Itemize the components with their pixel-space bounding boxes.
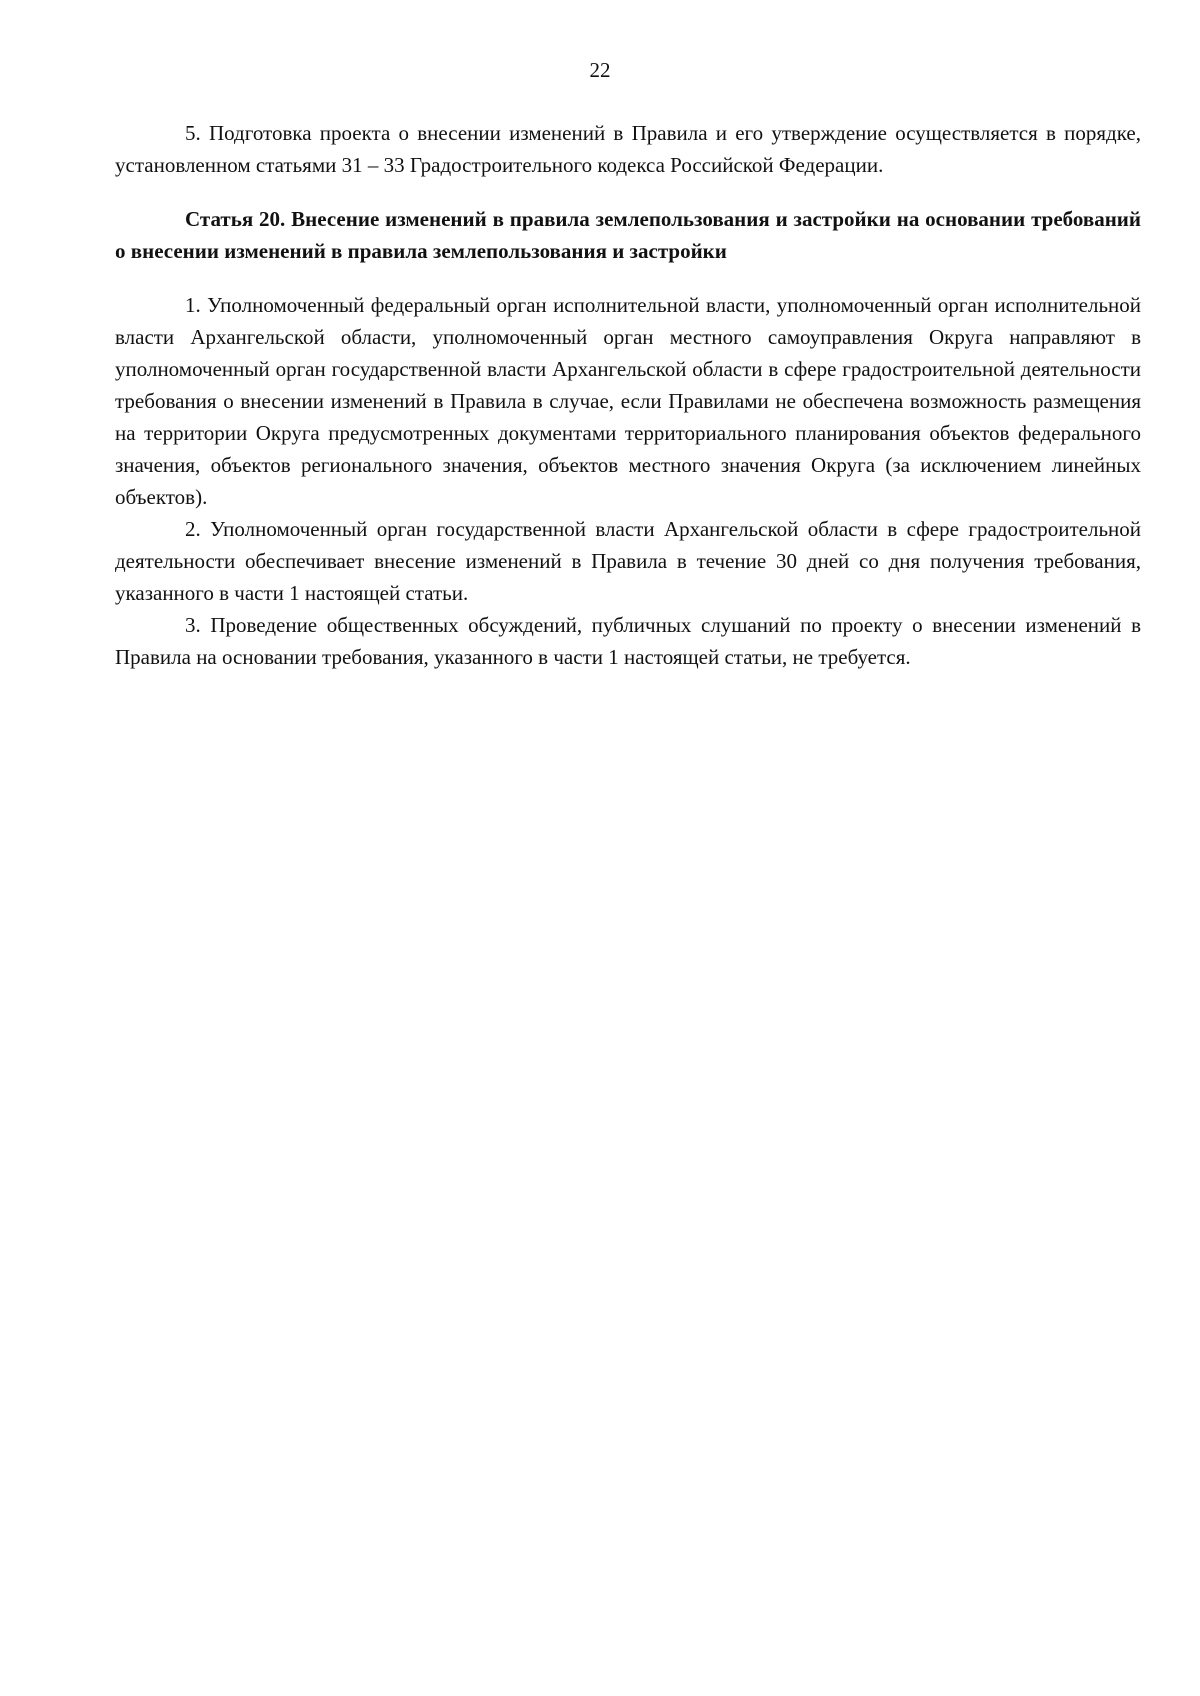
article-paragraph-1: 1. Уполномоченный федеральный орган исполнительной власти, уполномоченный орган исполнительной власти Архангельской области, уполномоченный орган местного самоуправления Округа направляют в уполномоченный орган государственной власти Архангельской области в сфере градостроительной деятельности требования о внесении изменений в Правила в случае, если Правилами не обеспечена возможность размещения на территории Округа предусмотренных документами территориального планирования объектов федерального значения, объектов регионального значения, объектов местного значения Округа (за исключением линейных объектов).	[115, 293, 1141, 509]
document-body	[115, 117, 1141, 673]
page-number: 22	[589, 58, 611, 82]
article-paragraph-2: 2. Уполномоченный орган государственной власти Архангельской области в сфере градостроительной деятельности обеспечивает внесение изменений в Правила в течение 30 дней со дня получения требования, указанного в части 1 настоящей статьи.	[115, 517, 1141, 605]
paragraph-5: 5. Подготовка проекта о внесении изменений в Правила и его утверждение осуществляется в порядке, установленном статьями 31 – 33 Градостроительного кодекса Российской Федерации.	[115, 121, 1141, 177]
article-20-heading: Статья 20. Внесение изменений в правила землепользования и застройки на основании требований о внесении изменений в правила землепользования и застройки	[115, 207, 1141, 263]
article-paragraph-3: 3. Проведение общественных обсуждений, публичных слушаний по проекту о внесении изменений в Правила на основании требования, указанного в части 1 настоящей статьи, не требуется.	[115, 613, 1141, 669]
